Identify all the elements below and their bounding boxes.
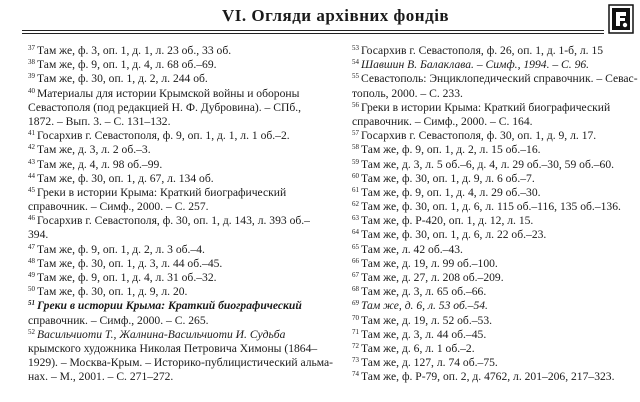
footnote-52-cont: 1929). – Москва-Крым. – Историко-публицистический альма- (28, 356, 334, 370)
footnote-44: $^{44}$ Там же, ф. 30, оп. 1, д. 67, л. 134 об. (28, 171, 214, 185)
footnote-40-cont: Севастополя (под редакцией Н. Ф. Дубровина). – СПб., (28, 100, 302, 114)
footnote-58: $^{58}$ Там же, ф. 9, оп. 1, д. 2, л. 15 об.–16. (352, 143, 541, 157)
footnote-46-cont: 394. (28, 228, 49, 242)
scan-smudge (508, 265, 588, 307)
footnote-51: $^{51}$ Греки в истории Крыма: Краткий биографический (28, 299, 302, 313)
footnote-40: $^{40}$ Материалы для истории Крымской войны и обороны (28, 86, 300, 100)
footnote-65: $^{65}$ Там же, л. 42 об.–43. (352, 242, 463, 256)
footnote-55: $^{55}$ Севастополь: Энциклопедический справочник. – Севас- (352, 72, 638, 86)
header-rule-bottom (22, 33, 604, 34)
footnote-56-cont: справочник. – Симф., 2000. – С. 164. (352, 114, 533, 128)
footnote-70: $^{70}$ Там же, д. 19, л. 52 об.–53. (352, 313, 493, 327)
footnote-60: $^{60}$ Там же, ф. 30, оп. 1, д. 9, л. 6 об.–7. (352, 171, 535, 185)
footnote-49: $^{49}$ Там же, ф. 9, оп. 1, д. 4, л. 31 об.–32. (28, 271, 217, 284)
footnote-71: $^{71}$ Там же, д. 3, л. 44 об.–45. (352, 327, 487, 341)
footnote-45: $^{45}$ Греки в истории Крыма: Краткий биографический (28, 185, 287, 199)
page-header (0, 0, 640, 40)
footnote-73: $^{73}$ Там же, д. 127, л. 74 об.–75. (352, 356, 498, 370)
footnote-59: $^{59}$ Там же, д. 3, л. 5 об.–6, д. 4, л. 29 об.–30, 59 об.–60. (352, 157, 615, 171)
footnote-50: $^{50}$ Там же, ф. 30, оп. 1, д. 9, л. 20. (28, 285, 188, 299)
footnote-67: $^{67}$ Там же, д. 27, л. 208 об.–209. (352, 271, 504, 284)
footnote-72: $^{72}$ Там же, д. 6, л. 1 об.–2. (352, 341, 475, 355)
footnote-52: $^{52}$ Васильчиоти Т., Жалнина-Васильчиоти И. Судьба (28, 327, 286, 341)
footnote-57: $^{57}$ Госархив г. Севастополя, ф. 30, оп. 1, д. 9, л. 17. (352, 129, 597, 143)
footnote-55-cont: тополь, 2000. – С. 233. (352, 86, 463, 100)
footnote-52-cont: нах. – М., 2001. – С. 271–272. (28, 370, 174, 384)
footnote-62: $^{62}$ Там же, ф. 30, оп. 1, д. 6, л. 115 об.–116, 135 об.–136. (352, 200, 621, 214)
footnote-69: $^{69}$ Там же, д. 6, л. 53 об.–54. (352, 299, 488, 313)
section-title: VI. Огляди архівних фондів (222, 6, 450, 25)
footnote-41: $^{41}$ Госархив г. Севастополя, ф. 9, оп. 1, д. 1, л. 1 об.–2. (28, 129, 290, 143)
footnote-37: $^{37}$ Там же, ф. 3, оп. 1, д. 1, л. 23 об., 33 об. (28, 44, 232, 57)
footnote-68: $^{68}$ Там же, д. 3, л. 65 об.–66. (352, 285, 487, 299)
footnote-52-cont: крымского художника Николая Петровича Химоны (1864– (28, 341, 318, 355)
footnote-45-cont: справочник. – Симф., 2000. – С. 257. (28, 200, 209, 214)
footnote-38: $^{38}$ Там же, ф. 9, оп. 1, д. 4, л. 68 об.–69. (28, 58, 217, 72)
footnote-43: $^{43}$ Там же, д. 4, л. 98 об.–99. (28, 157, 163, 171)
footnote-40-cont: 1872. – Вып. 3. – С. 131–132. (28, 114, 171, 128)
footnote-74: $^{74}$ Там же, ф. Р-79, оп. 2, д. 4762, л. 201–206, 217–323. (352, 370, 615, 384)
footnote-56: $^{56}$ Греки в истории Крыма: Краткий биографический (352, 100, 611, 114)
footnotes-left-column (28, 44, 334, 385)
footnote-47: $^{47}$ Там же, ф. 9, оп. 1, д. 2, л. 3 об.–4. (28, 242, 205, 256)
footnote-48: $^{48}$ Там же, ф. 30, оп. 1, д. 3, л. 44 об.–45. (28, 256, 223, 270)
footnote-64: $^{64}$ Там же, ф. 30, оп. 1, д. 6, л. 22 об.–23. (352, 228, 547, 242)
footnote-61: $^{61}$ Там же, ф. 9, оп. 1, д. 4, л. 29 об.–30. (352, 185, 541, 199)
footnote-63: $^{63}$ Там же, ф. Р-420, оп. 1, д. 12, л. 15. (352, 214, 534, 228)
footnote-46: $^{46}$ Госархив г. Севастополя, ф. 30, оп. 1, д. 143, л. 393 об.– (28, 214, 310, 228)
footnote-53: $^{53}$ Госархив г. Севастополя, ф. 26, оп. 1, д. 1-б, л. 15 (352, 44, 604, 57)
footnote-42: $^{42}$ Там же, д. 3, л. 2 об.–3. (28, 143, 151, 157)
footnotes-right-column (352, 44, 638, 385)
footnote-51-cont: справочник. – Симф., 2000. – С. 265. (28, 313, 209, 327)
emblem-icon (608, 4, 634, 34)
footnote-39: $^{39}$ Там же, ф. 30, оп. 1, д. 2, л. 244 об. (28, 72, 208, 86)
footnote-54: $^{54}$ Шавшин В. Балаклава. – Симф., 1994. – С. 96. (352, 58, 590, 72)
footnote-66: $^{66}$ Там же, д. 19, л. 99 об.–100. (352, 256, 498, 270)
header-rule-top (22, 30, 604, 31)
